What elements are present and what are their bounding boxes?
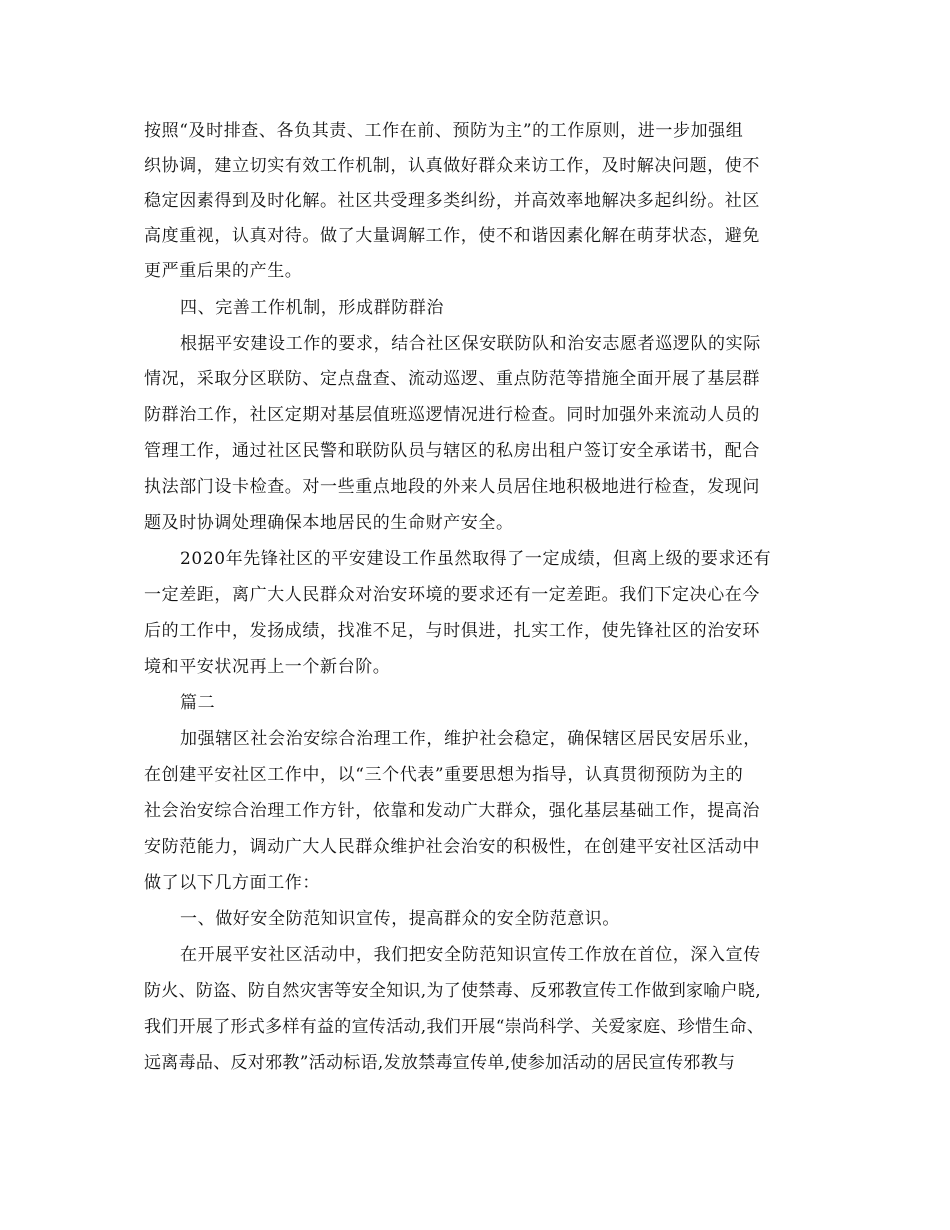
paragraph-line: 防火、防盗、防自然灾害等安全知识,为了使禁毒、反邪教宣传工作做到家喻户晓, — [144, 981, 761, 1001]
paragraph-line: 2020年先锋社区的平安建设工作虽然取得了一定成绩，但离上级的要求还有 — [180, 549, 772, 569]
paragraph-line: 在创建平安社区工作中，以“三个代表”重要思想为指导，认真贯彻预防为主的 — [144, 765, 744, 785]
paragraph-line: 管理工作，通过社区民警和联防队员与辖区的私房出租户签订安全承诺书，配合 — [144, 441, 760, 461]
paragraph-line: 境和平安状况再上一个新台阶。 — [144, 657, 391, 677]
paragraph-line: 做了以下几方面工作： — [144, 873, 320, 893]
paragraph-line: 后的工作中，发扬成绩，找准不足，与时俱进，扎实工作，使先锋社区的治安环 — [144, 621, 760, 641]
paragraph-line: 织协调，建立切实有效工作机制，认真做好群众来访工作，及时解决问题，使不 — [144, 156, 760, 176]
paragraph-line: 在开展平安社区活动中，我们把安全防范知识宣传工作放在首位，深入宣传 — [180, 945, 761, 965]
paragraph-line: 情况，采取分区联防、定点盘查、流动巡逻、重点防范等措施全面开展了基层群 — [144, 369, 760, 389]
paragraph-line: 社会治安综合治理工作方针，依靠和发动广大群众，强化基层基础工作，提高治 — [144, 801, 760, 821]
section-heading: 四、完善工作机制，形成群防群治 — [180, 298, 444, 318]
paragraph-line: 题及时协调处理确保本地居民的生命财产安全。 — [144, 513, 514, 533]
paragraph-line: 我们开展了形式多样有益的宣传活动,我们开展“崇尚科学、关爱家庭、珍惜生命、 — [144, 1017, 765, 1037]
paragraph-line: 执法部门设卡检查。对一些重点地段的外来人员居住地积极地进行检查，发现问 — [144, 477, 760, 497]
paragraph-line: 按照“及时排查、各负其责、工作在前、预防为主”的工作原则，进一步加强组 — [144, 121, 744, 141]
paragraph-line: 加强辖区社会治安综合治理工作，维护社会稳定，确保辖区居民安居乐业， — [180, 729, 761, 749]
paragraph-line: 高度重视，认真对待。做了大量调解工作，使不和谐因素化解在萌芽状态，避免 — [144, 226, 760, 246]
paragraph-line: 根据平安建设工作的要求，结合社区保安联防队和治安志愿者巡逻队的实际 — [180, 334, 761, 354]
paragraph-line: 远离毒品、反对邪教”活动标语,发放禁毒宣传单,使参加活动的居民宣传邪教与 — [144, 1053, 736, 1073]
section-heading: 篇二 — [180, 693, 216, 713]
paragraph-line: 安防范能力，调动广大人民群众维护社会治安的积极性，在创建平安社区活动中 — [144, 837, 760, 857]
paragraph-line: 稳定因素得到及时化解。社区共受理多类纠纷，并高效率地解决多起纠纷。社区 — [144, 191, 760, 211]
paragraph-line: 一定差距，离广大人民群众对治安环境的要求还有一定差距。我们下定决心在今 — [144, 585, 760, 605]
paragraph-line: 更严重后果的产生。 — [144, 261, 303, 281]
paragraph-line: 防群治工作，社区定期对基层值班巡逻情况进行检查。同时加强外来流动人员的 — [144, 405, 760, 425]
section-heading: 一、做好安全防范知识宣传，提高群众的安全防范意识。 — [180, 909, 620, 929]
